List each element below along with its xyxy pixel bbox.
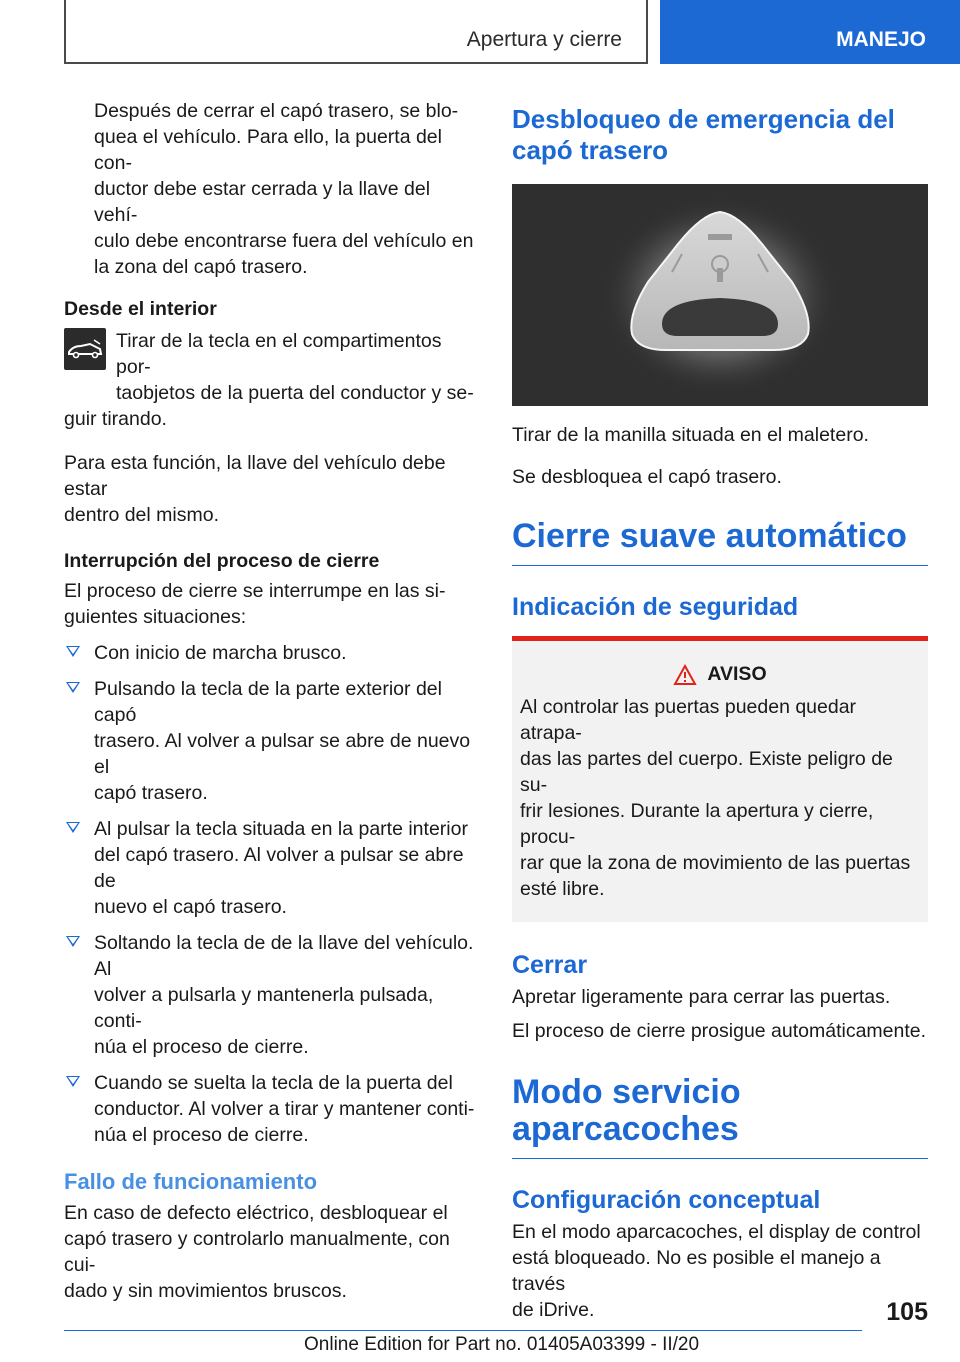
close-heading: Cerrar [512, 951, 588, 979]
list-item: Al pulsar la tecla situada en la parte interior del capó trasero. Al volver a pulsar se abre de nuevo el capó trasero. [64, 816, 478, 920]
bullet-triangle-icon [66, 936, 80, 947]
warning-box [512, 636, 928, 922]
interior-heading: Desde el interior [64, 298, 217, 320]
pull-text: Tirar de la manilla situada en el maletero. [512, 424, 869, 446]
bullet-triangle-icon [66, 822, 80, 833]
emergency-handle-image [512, 184, 928, 406]
trunk-button-icon [64, 328, 106, 370]
concept-text: En el modo aparcacoches, el display de control está bloqueado. No es posible el manejo a través de iDrive. [512, 1221, 921, 1321]
interrupt-intro: El proceso de cierre se interrumpe en las si- guientes situaciones: [64, 580, 446, 628]
interior-text-line3: guir tirando. [64, 408, 167, 430]
chapter-title: MANEJO [660, 0, 960, 64]
section-title: Apertura y cierre [466, 28, 622, 51]
soft-close-heading: Cierre suave automático [512, 518, 928, 566]
warning-title: AVISO [707, 663, 767, 685]
key-paragraph: Para esta función, la llave del vehículo debe estar dentro del mismo. [64, 452, 446, 526]
edition-text: Online Edition for Part no. 01405A03399 - II/20 [304, 1334, 700, 1355]
bullet-triangle-icon [66, 682, 80, 693]
interrupt-heading: Interrupción del proceso de cierre [64, 550, 380, 572]
interrupt-list [64, 640, 478, 1148]
bullet-triangle-icon [66, 1076, 80, 1087]
fault-heading: Fallo de funcionamiento [64, 1169, 318, 1194]
safety-heading: Indicación de seguridad [512, 593, 799, 621]
warning-title-row [520, 663, 920, 686]
concept-heading: Configuración conceptual [512, 1186, 821, 1214]
fault-text: En caso de defecto eléctrico, desbloquear el capó trasero y controlarlo manualmente, con cui- dado y sin movimientos bruscos. [64, 1202, 450, 1302]
list-item: Cuando se suelta la tecla de la puerta del conductor. Al volver a tirar y mantener conti- núa el proceso de cierre. [64, 1070, 478, 1148]
bullet-triangle-icon [66, 646, 80, 657]
warning-text: Al controlar las puertas pueden quedar atrapa- das las partes del cuerpo. Existe peligro de su- frir lesiones. Durante la apertura y cierre, procu- rar que la zona de movimiento de las puertas esté libre. [520, 696, 911, 900]
close-text-1: Apretar ligeramente para cerrar las puertas. [512, 986, 891, 1008]
page-number: 105 [886, 1298, 928, 1326]
interior-instruction [64, 328, 478, 432]
list-item: Soltando la tecla de de la llave del vehículo. Al volver a pulsarla y mantenerla pulsada, conti- núa el proceso de cierre. [64, 930, 478, 1060]
footer-divider [64, 1330, 862, 1331]
header-section-tab [64, 0, 648, 64]
emergency-heading: Desbloqueo de emergencia del capó trasero [512, 104, 895, 165]
valet-heading: Modo servicio aparcacoches [512, 1074, 928, 1159]
close-text-2: El proceso de cierre prosigue automáticamente. [512, 1020, 927, 1042]
warning-triangle-icon [673, 664, 697, 686]
left-column [64, 98, 478, 1304]
interior-text-line1: Tirar de la tecla en el compartimentos por- [116, 330, 442, 378]
list-item: Con inicio de marcha brusco. [64, 640, 478, 666]
list-item: Pulsando la tecla de la parte exterior del capó trasero. Al volver a pulsar se abre de nuevo el capó trasero. [64, 676, 478, 806]
unlock-text: Se desbloquea el capó trasero. [512, 466, 782, 488]
interior-text-line2: taobjetos de la puerta del conductor y se- [116, 382, 474, 404]
intro-paragraph: Después de cerrar el capó trasero, se blo- quea el vehículo. Para ello, la puerta del con- ductor debe estar cerrada y la llave del vehí- culo debe encontrarse fuera del vehículo en la zona del capó trasero. [94, 100, 474, 278]
right-column [512, 104, 928, 1323]
